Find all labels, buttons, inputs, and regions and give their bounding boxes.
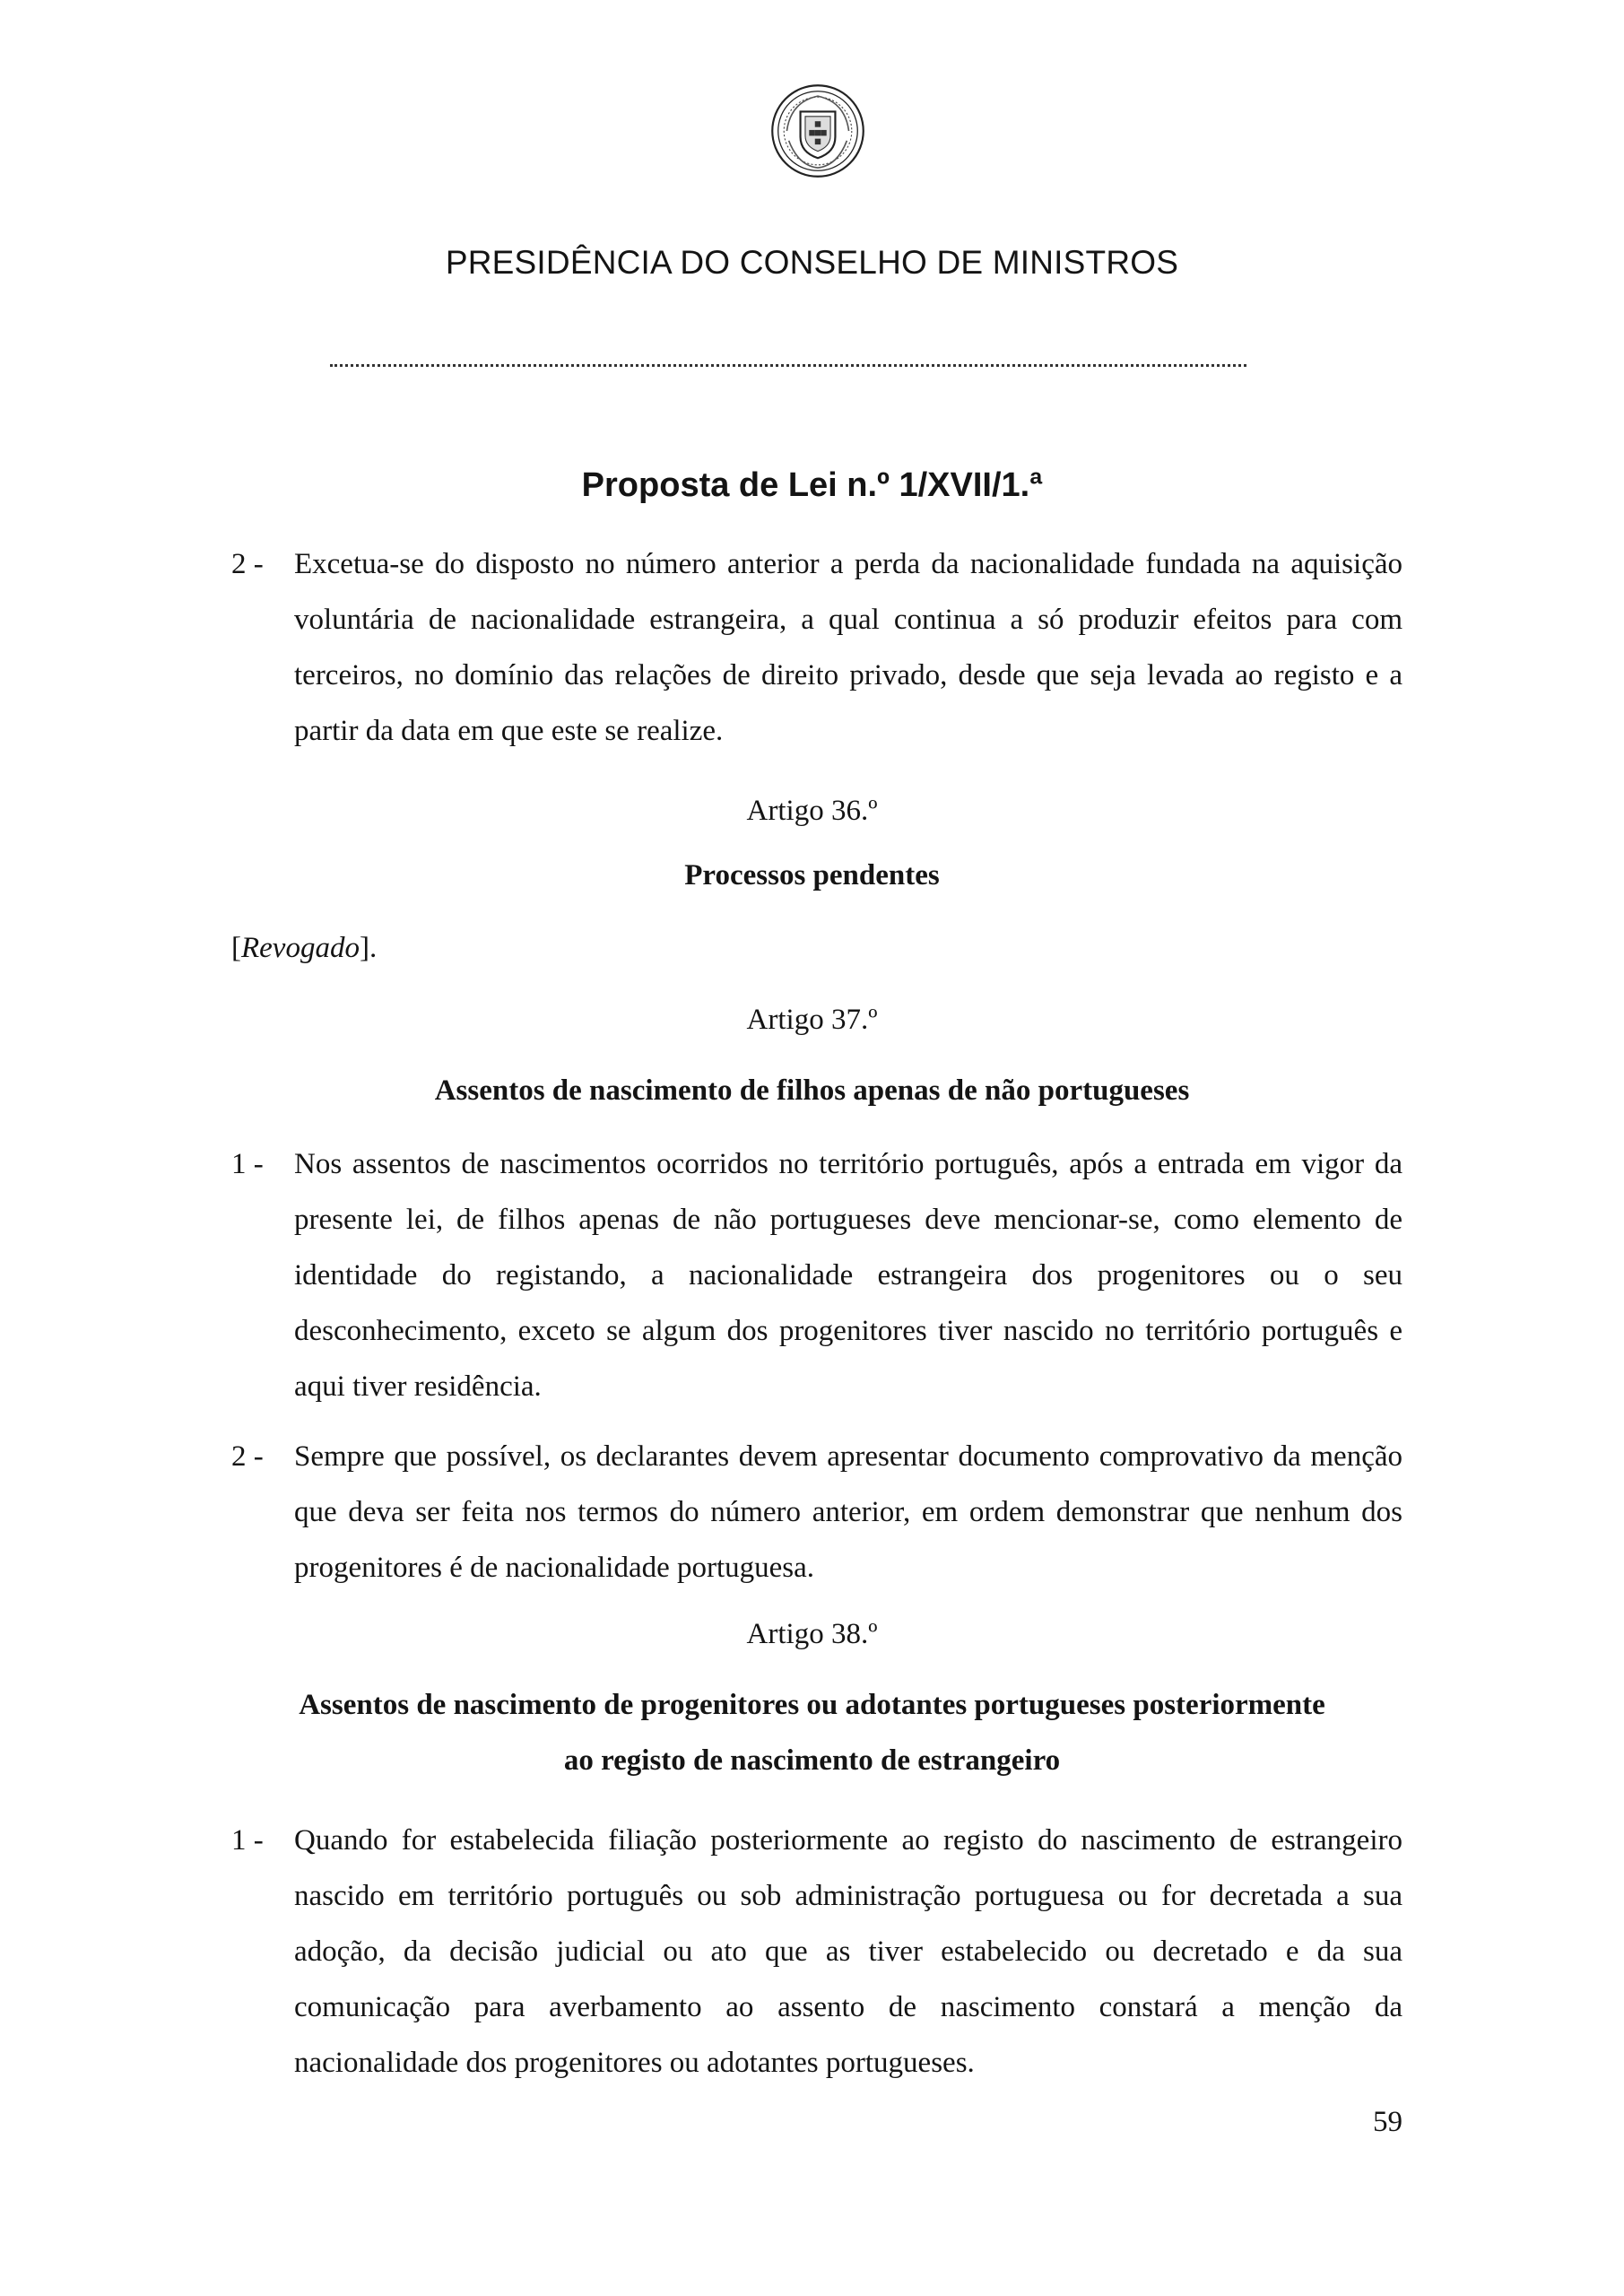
article-37-title: Assentos de nascimento de filhos apenas de não portugueses [434,1074,1190,1107]
article-37-paragraph-1 [231,1136,1403,1414]
revoked-label: Revogado [241,932,360,964]
page-number: 59 [1373,2106,1403,2138]
paragraph-number: 2 - [231,548,264,580]
article-38-title-line-2: ao registo de nascimento de estrangeiro [563,1744,1061,1777]
article-35-paragraph-2 [231,536,1403,759]
article-38-heading: Artigo 38.º [746,1618,878,1650]
article-37-heading: Artigo 37.º [746,1004,878,1036]
document-title: Proposta de Lei n.º 1/XVII/1.ª [581,466,1043,504]
article-37-paragraph-2 [231,1429,1403,1596]
paragraph-text: Quando for estabelecida filiação posteriormente ao registo do nascimento de estrangeiro nascido em território português ou sob administração portuguesa ou for decretada a sua adoção, da decisão judicial ou ato que as tiver estabelecido ou decretado e da sua comunicação para averbamento ao assento de nascimento constará a menção da nacionalidade dos progenitores ou adotantes portugueses. [294,1824,1403,2079]
paragraph-text: Excetua-se do disposto no número anterior a perda da nacionalidade fundada na aquisição voluntária de nacionalidade estrangeira, a qual continua a só produzir efeitos para com terceiros, no domínio das relações de direito privado, desde que seja levada ao registo e a partir da data em que este se realize. [294,548,1403,747]
paragraph-number: 2 - [231,1440,264,1473]
article-36-text [231,920,377,976]
article-38-title-line-1: Assentos de nascimento de progenitores ou adotantes portugueses posteriormente [299,1689,1325,1721]
paragraph-number: 1 - [231,1148,264,1180]
article-38-paragraph-1 [231,1813,1403,2091]
bracket-close: ]. [359,932,378,964]
paragraph-text: Sempre que possível, os declarantes devem apresentar documento comprovativo da menção que deva ser feita nos termos do número anterior, em ordem demonstrar que nenhum dos progenitores é de nacionalidade portuguesa. [294,1440,1403,1584]
bracket-open: [ [231,932,241,964]
article-36-title: Processos pendentes [684,859,940,891]
paragraph-text: Nos assentos de nascimentos ocorridos no território português, após a entrada em vigor da presente lei, de filhos apenas de não portugueses deve mencionar-se, como elemento de identidade do registando, a nacionalidade estrangeira dos progenitores ou o seu desconhecimento, exceto se algum dos progenitores tiver nascido no território português e aqui tiver residência. [294,1148,1403,1403]
paragraph-number: 1 - [231,1824,264,1857]
institution-header: PRESIDÊNCIA DO CONSELHO DE MINISTROS [445,244,1179,281]
article-36-heading: Artigo 36.º [746,795,878,827]
